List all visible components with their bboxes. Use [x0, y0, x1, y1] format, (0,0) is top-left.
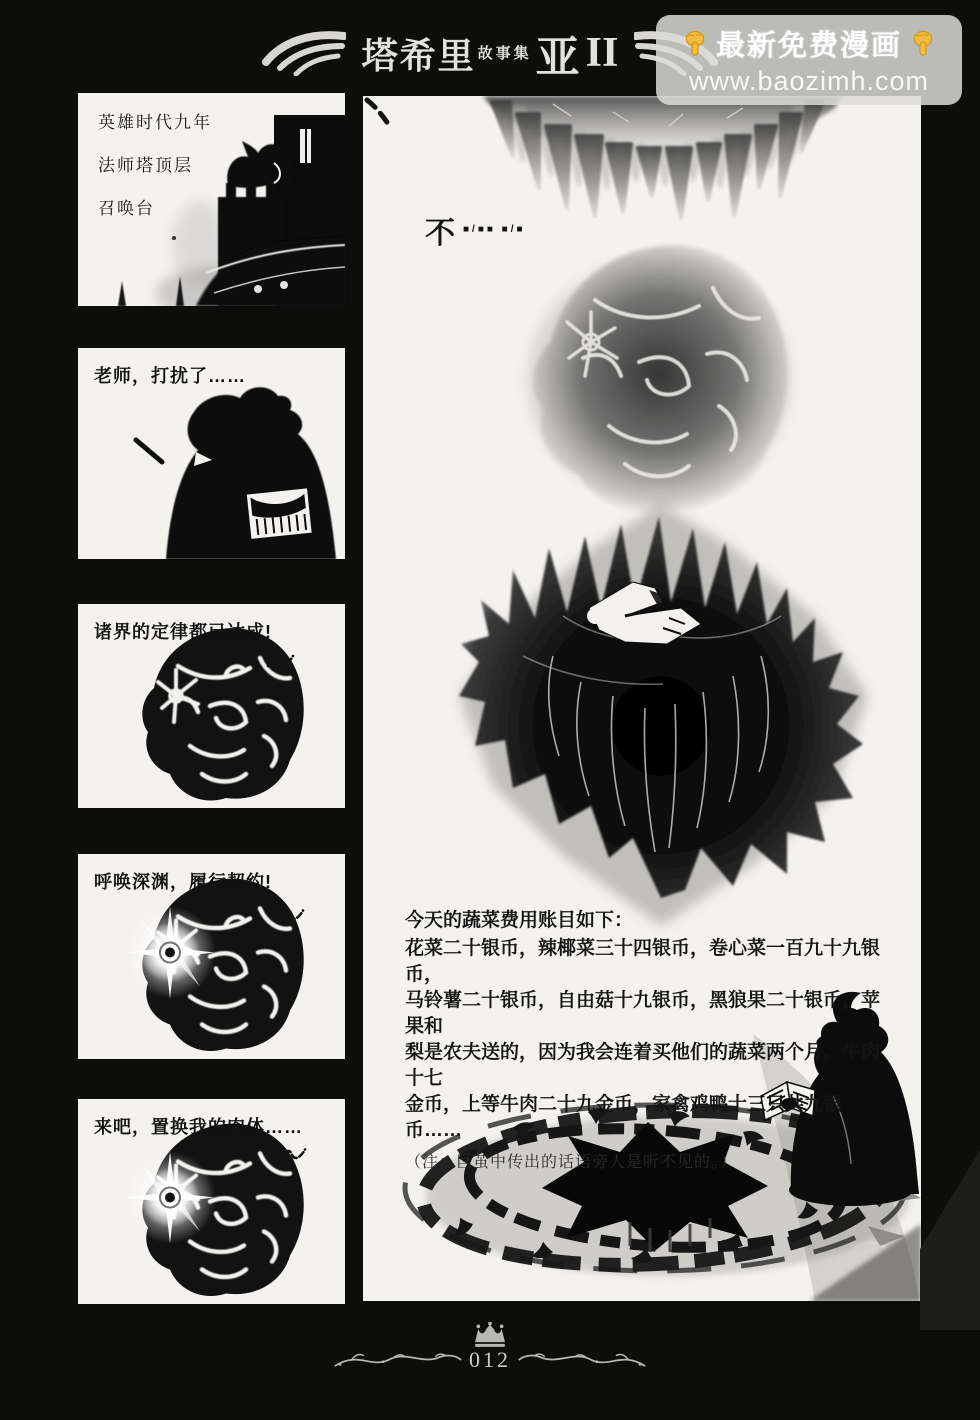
- motion-stroke: [136, 440, 162, 462]
- panel-bowing-figure: [78, 348, 345, 559]
- account-line: 梨是农夫送的，因为我会连着买他们的蔬菜两个月。牛肉十七: [405, 1042, 881, 1089]
- panel-cocoon: [78, 604, 345, 808]
- panel-castle: [78, 93, 345, 306]
- panel-cocoon-glow-2: [78, 1099, 345, 1304]
- point-down-hand-icon: [910, 29, 936, 59]
- page-footer: [0, 1322, 980, 1373]
- account-line: 马铃薯二十银币，自由菇十九银币，黑狼果二十银币，苹果和: [405, 990, 881, 1037]
- series-title-numeral: II: [585, 30, 619, 76]
- refusal-text: 不: [425, 217, 455, 250]
- flourish-right: [517, 1348, 647, 1372]
- account-line: 花菜二十银币，辣椰菜三十四银币，卷心菜一百九十九银币，: [405, 938, 881, 985]
- monster-jaw-top: [483, 96, 841, 218]
- series-title-main: 塔希里: [361, 34, 476, 76]
- series-title-sub: 故事集: [477, 44, 532, 62]
- thorned-maw: [459, 504, 868, 926]
- panel-caption: 呼唤深渊，履行契约!: [94, 872, 272, 892]
- ad-banner[interactable]: [656, 15, 962, 105]
- floating-cocoon: [527, 245, 791, 514]
- page-corner-shade: [920, 1150, 980, 1330]
- panel-summoning: [363, 96, 921, 1301]
- crown-icon: [470, 1322, 510, 1349]
- paper-patch: [246, 488, 312, 540]
- ad-banner-url: www.baozimh.com: [688, 66, 930, 96]
- muffled-text: ■/■■ ■/■: [463, 224, 526, 235]
- series-title: [362, 21, 619, 85]
- panel-caption: 老师，打扰了……: [94, 366, 246, 386]
- account-note: （注：巨茧中传出的话语旁人是听不见的。）: [405, 1154, 738, 1171]
- account-line: 金币，上等牛肉二十九金币，家禽鸡鸭十三只共九银币……: [405, 1094, 843, 1141]
- account-text: [405, 908, 891, 1172]
- wing-left-icon: [262, 30, 346, 76]
- panel-cocoon-glow: [78, 854, 345, 1059]
- panel-caption: 英雄时代九年 法师塔顶层 召唤台: [98, 113, 212, 218]
- flourish-left: [333, 1348, 463, 1372]
- page-number: 012: [469, 1347, 511, 1372]
- series-title-tail: 亚: [535, 33, 580, 82]
- speech-squiggle: [363, 96, 397, 134]
- panel-caption: 诸界的定律都已达成!: [94, 622, 272, 642]
- account-title: 今天的蔬菜费用账目如下：: [405, 910, 634, 931]
- point-down-hand-icon: [682, 29, 708, 59]
- ad-banner-headline: 最新免费漫画: [715, 30, 902, 62]
- panel-caption: 来吧，置换我的肉体……: [94, 1117, 303, 1137]
